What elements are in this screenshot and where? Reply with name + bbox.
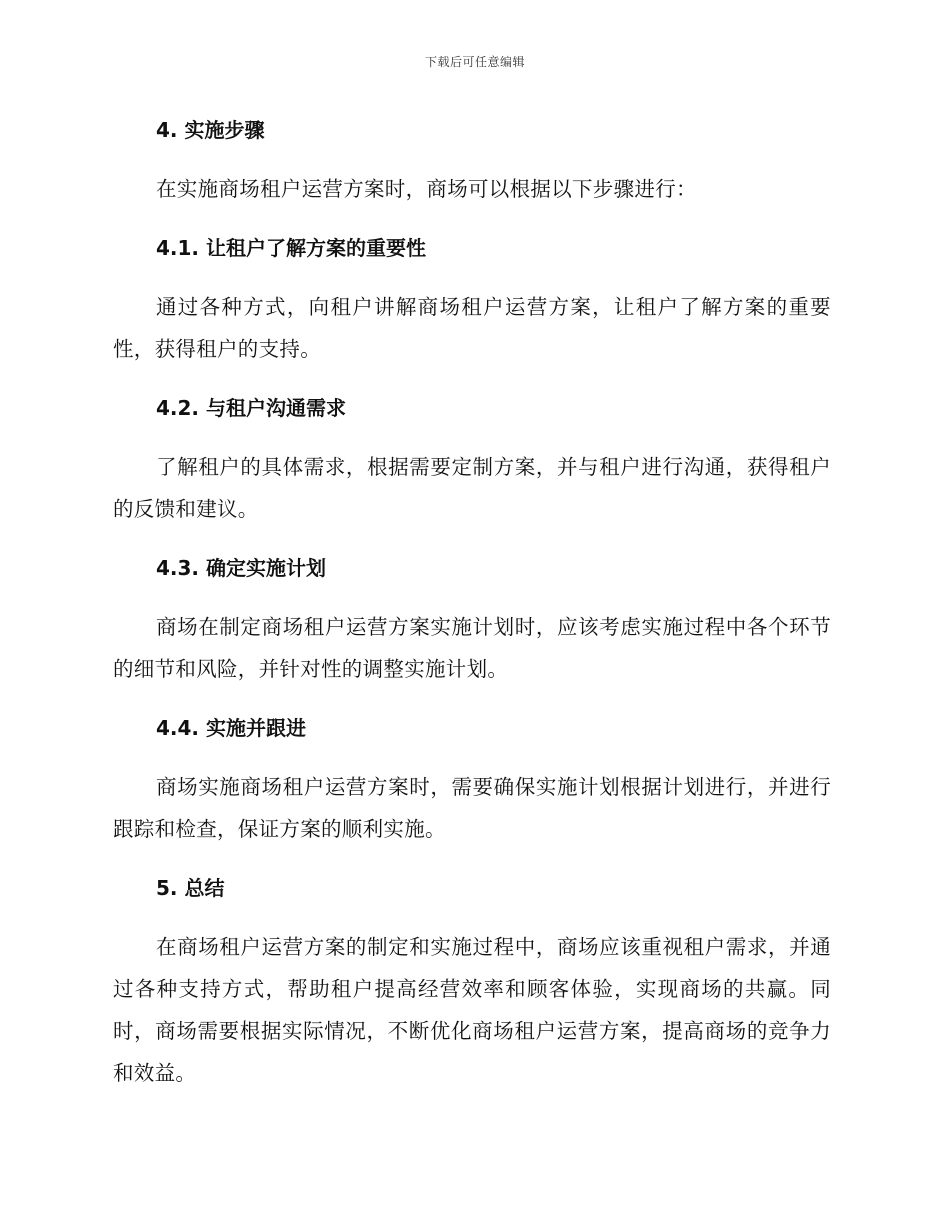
- section-paragraph-4: 在实施商场租户运营方案时，商场可以根据以下步骤进行：: [156, 177, 697, 201]
- section-paragraph-4-4: 商场实施商场租户运营方案时，需要确保实施计划根据计划进行，并进行跟踪和检查，保证方案的顺利实施。: [113, 775, 831, 841]
- section-heading-4-2: 4.2. 与租户沟通需求: [156, 396, 346, 420]
- section-heading-4-4: 4.4. 实施并跟进: [156, 716, 306, 740]
- section-paragraph-4-1: 通过各种方式，向租户讲解商场租户运营方案，让租户了解方案的重要性，获得租户的支持。: [113, 295, 831, 361]
- section-heading-4-3: 4.3. 确定实施计划: [156, 556, 326, 580]
- section-paragraph-5: 在商场租户运营方案的制定和实施过程中，商场应该重视租户需求，并通过各种支持方式，帮助租户提高经营效率和顾客体验，实现商场的共赢。同时，商场需要根据实际情况，不断优化商场租户运营方案，提高商场的竞争力和效益。: [113, 935, 831, 1085]
- header-note: 下载后可任意编辑: [424, 55, 525, 69]
- section-paragraph-4-3: 商场在制定商场租户运营方案实施计划时，应该考虑实施过程中各个环节的细节和风险，并针对性的调整实施计划。: [113, 615, 831, 681]
- section-heading-4-1: 4.1. 让租户了解方案的重要性: [156, 236, 426, 260]
- section-paragraph-4-2: 了解租户的具体需求，根据需要定制方案，并与租户进行沟通，获得租户的反馈和建议。: [113, 455, 831, 521]
- section-heading-5: 5. 总结: [156, 876, 225, 900]
- section-heading-4: 4. 实施步骤: [156, 118, 265, 142]
- document-body: [113, 110, 831, 1112]
